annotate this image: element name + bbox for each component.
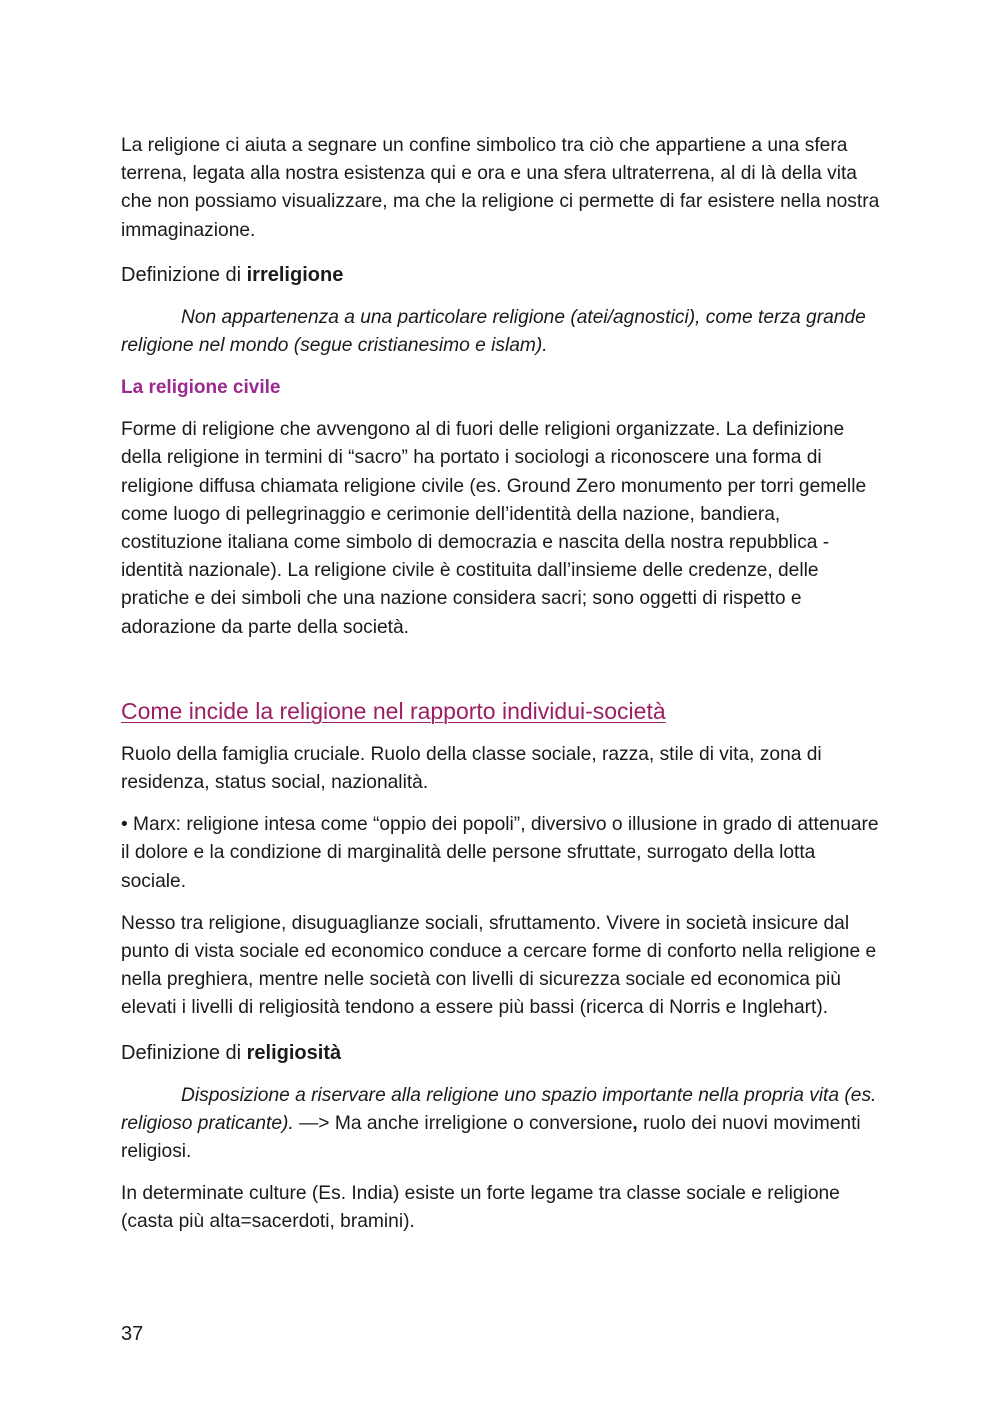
religione-civile-heading: La religione civile	[121, 377, 281, 399]
religiosita-prefix: Definizione di	[121, 1041, 247, 1064]
religiosita-definition	[121, 1082, 881, 1167]
religiosita-definition-heading	[121, 1038, 881, 1068]
section-heading: Come incide la religione nel rapporto individui-società	[121, 697, 666, 724]
page-number: 37	[121, 1323, 144, 1345]
india-paragraph: In determinate culture (Es. India) esiste un forte legame tra classe sociale e religione (casta più alta=sacerdoti, bramini).	[121, 1183, 840, 1233]
irreligione-definition: Non appartenenza a una particolare religione (atei/agnostici), come terza grande religione nel mondo (segue cristianesimo e islam).	[121, 306, 866, 357]
page-content	[121, 132, 881, 1237]
religiosita-definition-rest: —> Ma anche irreligione o conversione	[293, 1112, 633, 1134]
religiosita-definition-end: ruolo dei nuovi movimenti religiosi.	[121, 1112, 861, 1163]
nesso-paragraph: Nesso tra religione, disuguaglianze sociali, sfruttamento. Vivere in società insicure dal punto di vista sociale ed economico conduce a cercare forme di conforto nella religione e nella preghiera, mentre nelle società con livelli di sicurezza sociale ed economica più elevati i livelli di religiosità tendono a essere più bassi (ricerca di Norris e Inglehart).	[121, 912, 877, 1019]
religione-civile-paragraph: Forme di religione che avvengono al di fuori delle religioni organizzate. La definizione della religione in termini di “sacro” ha portato i sociologi a riconoscere una forma di religione diffusa chiamata religione civile (es. Ground Zero monumento per torri gemelle come luogo di pellegrinaggio e cerimonie dell’identità della nazione, bandiera, costituzione italiana come simbolo di democrazia e nascita della nostra repubblica - identità nazionale). La religione civile è costituita dall’insieme delle credenze, delle pratiche e dei simboli che una nazione considera sacri; sono oggetti di rispetto e adorazione da parte della società.	[121, 419, 867, 638]
religiosita-definition-italic: Disposizione a riservare alla religione uno spazio importante nella propria vita (es. religioso praticante).	[121, 1084, 877, 1134]
religiosita-definition-comma: ,	[632, 1112, 638, 1134]
famiglia-paragraph: Ruolo della famiglia cruciale. Ruolo della classe sociale, razza, stile di vita, zona di residenza, status social, nazionalità.	[121, 743, 822, 794]
irreligione-definition-heading	[121, 260, 881, 290]
marx-paragraph: • Marx: religione intesa come “oppio dei popoli”, diversivo o illusione in grado di attenuare il dolore e la condizione di marginalità delle persone sfruttate, surrogato della lotta sociale.	[121, 814, 879, 892]
religiosita-term: religiosità	[246, 1041, 342, 1064]
irreligione-term: irreligione	[246, 263, 344, 286]
irreligione-prefix: Definizione di	[121, 263, 247, 286]
intro-paragraph: La religione ci aiuta a segnare un confine simbolico tra ciò che appartiene a una sfera terrena, legata alla nostra esistenza qui e ora e una sfera ultraterrena, al di là della vita che non possiamo visualizzare, ma che la religione ci permette di far esistere nella nostra immaginazione.	[121, 135, 880, 241]
